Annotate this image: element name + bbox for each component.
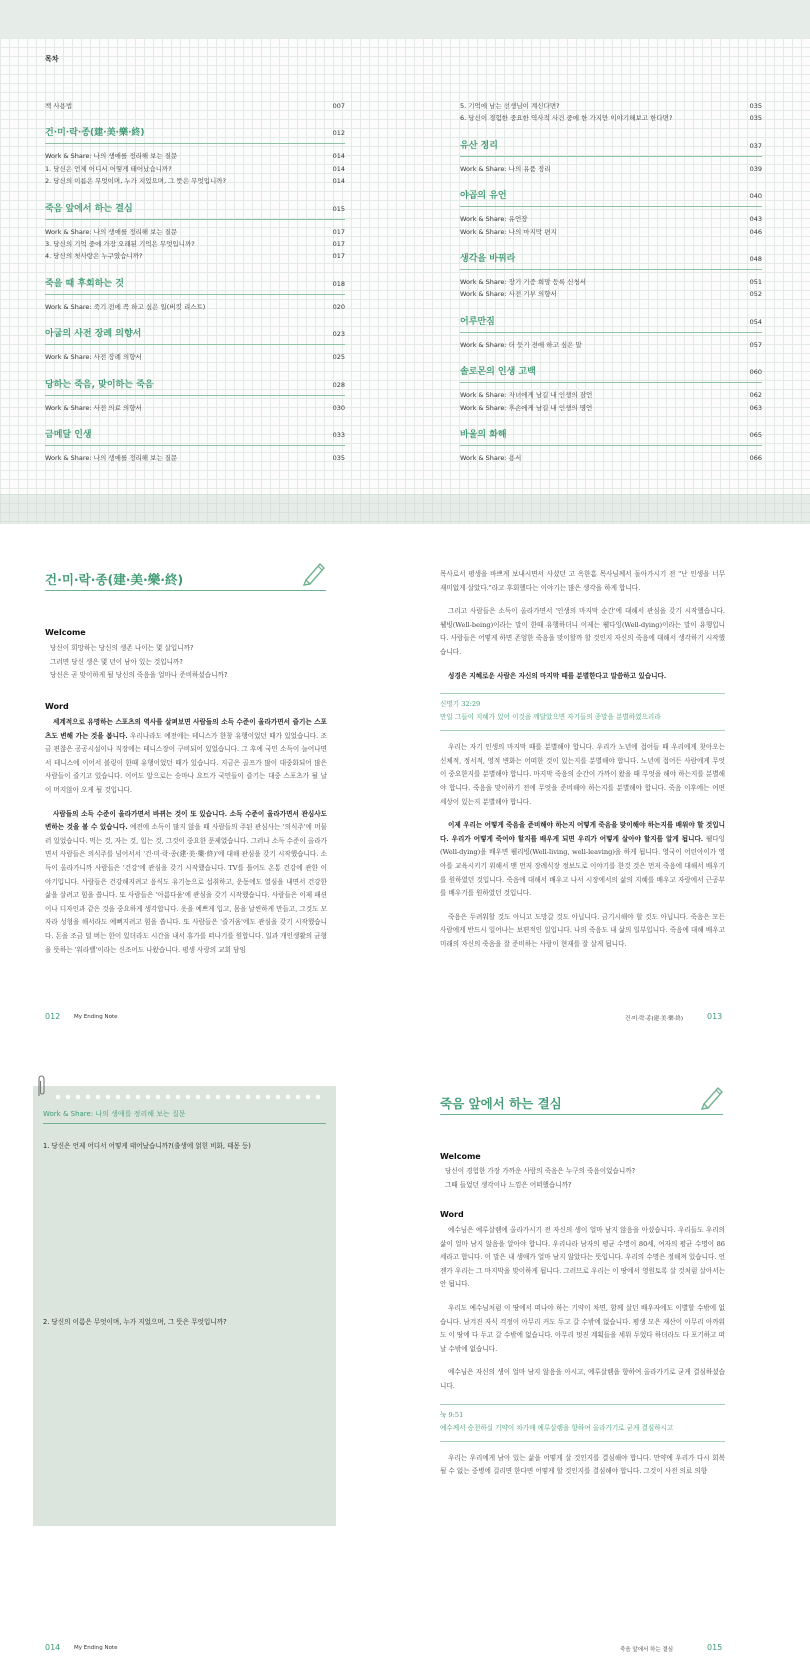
verse-box	[440, 693, 725, 731]
toc-entry-label: 4. 당신의 첫사랑은 누구였습니까?	[45, 252, 143, 261]
toc-entry-label: Work & Share: 유언장	[460, 215, 528, 224]
paragraph: 우리는 자기 인생의 마지막 때를 분별해야 합니다. 우리가 노년에 접어들 때 우리에게 찾아오는 신체적, 정서적, 영적 변화는 어떠한 것이 있는지를 분별해야 합니다. 노년에 접어든 사람에게 무엇이 중요한지를 분별해야 합니다. 마지막 죽음의 순간이 가까이 왔을 때 무엇을 해야 하는지를 분별해야 합니다. 죽음을 맞이하기 전에 무엇을 준비해야 하는지를 분별해야 합니다. 죽음 이후에는 어떤 세상이 있는지 분별해야 합니다.	[440, 743, 725, 806]
toc-page-number: 043	[749, 215, 762, 224]
toc-entry	[45, 150, 345, 162]
question: 당신은 곧 맞이하게 될 당신의 죽음을 얼마나 준비하셨습니까?	[50, 671, 228, 679]
toc-section-title	[460, 189, 762, 207]
paragraph: 이제 우리는 어떻게 죽음을 준비해야 하는지 어떻게 죽음을 맞이해야 하는지를 배워야 할 것입니다. 우리가 어떻게 죽어야 할지를 배우게 되면 우리가 어떻게 살아야 할지를 알게 됩니다. 웰다잉(Well-dying)을 배우면 웰리빙(Well-living, well-leaving)을 하게 됩니다. 영국이 어린아이가 영아를 교육시키기 위해서 맨 먼저 장례식장 정보도로 이야기를 한것 것은 먼저 죽음에 대해서 배우기를 원하였던 것입니다. 죽음에 대해서 배우고 나서 시장에서의 삶의 지혜를 배우고 자랑에서 근공부를 배우기를 원하였던 것입니다.	[440, 821, 725, 898]
toc-page-number: 063	[749, 403, 762, 412]
toc-page-number: 054	[749, 317, 762, 326]
paragraph: 그리고 사람들은 소득이 올라가면서 '인생의 마지막 순간'에 대해서 관심을 갖기 시작했습니다. 웰빙(Well-being)이라는 말이 한때 유행하더니 이제는 웰다잉(Well-dying)이라는 말이 유행입니다. 사람들은 어떻게 하면 존엄한 죽음을 맞이할까 할 것인지 자신의 죽음에 대해서 생각하기 시작했습니다.	[440, 607, 725, 656]
toc-section-title	[460, 428, 762, 446]
toc-entry	[460, 402, 762, 414]
verse-box	[440, 1404, 725, 1442]
verse-text: 예수께서 승천하실 기약이 차가매 예루살렘을 향하여 올라가기로 굳게 결심하시고	[440, 1422, 725, 1442]
question: 그러면 당신 생은 몇 년이 남아 있는 것입니까?	[50, 657, 183, 666]
verse-reference: 눅 9:51	[440, 1410, 464, 1419]
toc-page-number: 012	[332, 129, 345, 138]
page-title: 건·미·락·종(建·美·樂·終)	[45, 572, 184, 587]
toc-page-number: 014	[332, 177, 345, 186]
toc-page-number: 014	[332, 152, 345, 161]
toc-entry	[460, 112, 762, 124]
word-heading: Word	[45, 702, 69, 711]
work-share-box	[33, 1086, 336, 1526]
welcome-questions	[445, 1165, 725, 1192]
paragraph: 죽음은 두려워할 것도 아니고 도망갈 것도 아닙니다. 금기시해야 할 것도 아닙니다. 죽음은 모든 사람에게 반드시 일어나는 보편적인 일입니다. 나의 죽음도 내 삶의 일부입니다. 죽음에 대해 배우고 미래의 자신의 죽음을 잘 준비하는 사람이 현재를 잘 살게 됩니다.	[440, 912, 725, 948]
toc-entry-label: Work & Share: 용서	[460, 453, 522, 462]
toc-entry-label: Work & Share: 장기 기증 희망 등록 신청서	[460, 277, 587, 286]
toc-page-number: 060	[749, 368, 762, 377]
toc-page-number: 039	[749, 164, 762, 173]
toc-section-title	[45, 126, 345, 144]
page-number: 013	[707, 1012, 723, 1021]
page-number: 015	[707, 1643, 723, 1652]
top-band	[0, 0, 810, 38]
toc-section-title	[45, 428, 345, 446]
toc-page-number: 028	[332, 380, 345, 389]
toc-entry	[460, 452, 762, 464]
toc-page-number: 030	[332, 403, 345, 412]
toc-entry-label: Work & Share: 자녀에게 남길 내 인생의 잠언	[460, 391, 593, 400]
toc-entry-label: Work & Share: 나의 유품 정리	[460, 164, 551, 173]
bottom-band	[0, 494, 810, 524]
welcome-heading: Welcome	[45, 628, 86, 637]
toc-page-number: 017	[332, 252, 345, 261]
toc-page-number: 046	[749, 227, 762, 236]
folio-label: My Ending Note	[74, 1014, 118, 1020]
toc-page-number: 062	[749, 391, 762, 400]
toc-entry-label: 죽을 때 후회하는 것	[45, 278, 124, 289]
toc-page-number: 018	[332, 279, 345, 288]
toc-heading: 목차	[45, 55, 59, 63]
toc-page-number: 048	[749, 254, 762, 263]
toc-page-number: 020	[332, 302, 345, 311]
toc-page-number: 065	[749, 430, 762, 439]
toc-left-column	[45, 100, 345, 464]
toc-entry	[460, 276, 762, 288]
toc-entry	[45, 250, 345, 262]
toc-entry-label: 솔로몬의 인생 고백	[460, 367, 536, 378]
toc-entry-label: 당하는 죽음, 맞이하는 죽음	[45, 379, 154, 390]
body-text	[440, 1224, 725, 1479]
paragraph: 우리는 우리에게 남아 있는 삶을 어떻게 살 것인지를 결심해야 합니다. 만약에 우리가 다시 회복될 수 없는 중병에 걸리면 한다면 어떻게 할 것인지를 결심해야 합니다. 그것이 사전 의료 의향	[440, 1453, 725, 1476]
toc-entry	[460, 213, 762, 225]
page-number: 012	[45, 1012, 61, 1021]
toc-entry-label: 책 사용법	[45, 102, 73, 110]
toc-page-number: 007	[332, 102, 345, 110]
pen-icon	[300, 558, 328, 586]
toc-section-title	[45, 378, 345, 396]
toc-page-number: 017	[332, 227, 345, 236]
welcome-heading: Welcome	[440, 1152, 481, 1161]
question: 당신이 희망하는 당신의 생존 나이는 몇 살입니까?	[50, 644, 194, 652]
toc-page-number: 035	[749, 102, 762, 110]
toc-entry-label: Work & Share: 나의 생애를 정리해 보는 질문	[45, 453, 178, 462]
toc-entry-label: 아굽의 사전 장례 의향서	[45, 329, 142, 340]
title-rule	[45, 590, 326, 591]
toc-page-number: 015	[332, 204, 345, 213]
toc-entry-label: 건·미·락·종(建·美·樂·終)	[45, 128, 145, 139]
toc-right-column	[460, 100, 762, 464]
paragraph: 우리도 예수님처럼 이 땅에서 떠나야 하는 기약이 차면, 함께 살던 배우자에도 이별할 수밖에 없습니다. 남겨진 자식 걱정이 아무리 커도 두고 갈 수밖에 없습니다. 평생 모은 재산이 아무리 아까워도 이 땅에 다 두고 갈 수밖에 없습니다. 아무리 멋진 계획들을 세워 두었다 하더라도 다 포기하고 떠날 수밖에 없습니다.	[440, 1303, 725, 1353]
toc-entry	[460, 389, 762, 401]
question-2: 2. 당신의 이름은 무엇이며, 누가 지었으며, 그 뜻은 무엇입니까?	[43, 1318, 227, 1326]
toc-page-number: 023	[332, 330, 345, 339]
toc-entry-label: 금메달 인생	[45, 429, 92, 440]
toc-page-number: 066	[749, 453, 762, 462]
toc-entry-label: Work & Share: 나의 생애를 정리해 보는 질문	[45, 152, 178, 161]
toc-entry	[45, 351, 345, 363]
toc-entry-label: Work & Share: 죽기 전에 꼭 하고 싶은 일(버킷 리스트)	[45, 302, 206, 311]
verse-reference: 신명기 32:29	[440, 700, 481, 709]
question: 당신이 경험한 가장 가까운 사람의 죽음은 누구의 죽음이었습니까?	[445, 1167, 636, 1175]
toc-entry-label: 죽음 앞에서 하는 결심	[45, 203, 133, 214]
title-rule	[440, 1114, 723, 1115]
toc-section-title	[460, 315, 762, 333]
toc-entry	[45, 402, 345, 414]
welcome-questions	[50, 642, 330, 683]
toc-page-number: 033	[332, 430, 345, 439]
toc-entry-label: Work & Share: 사전 기부 의향서	[460, 290, 557, 299]
verse-text: 만일 그들이 지혜가 있어 이것을 깨달았으면 자기들의 종말을 분별하였으리라	[440, 711, 725, 731]
box-title-rule	[43, 1123, 326, 1124]
toc-entry	[45, 301, 345, 313]
toc-page-number: 035	[332, 453, 345, 462]
toc-section-title	[45, 327, 345, 345]
toc-entry-label: 5. 기억에 남는 선생님이 계신다면?	[460, 102, 560, 110]
toc-entry	[460, 288, 762, 300]
toc-page-number: 037	[749, 141, 762, 150]
toc-section-title	[460, 139, 762, 157]
page-013	[405, 524, 810, 1054]
toc-section-title	[460, 365, 762, 383]
toc-entry	[460, 100, 762, 112]
binder-holes	[53, 1094, 326, 1100]
paragraph: 세계적으로 유명하는 스포츠의 역사를 살펴보면 사람들의 소득 수준이 올라가면서 즐기는 스포츠도 변해 가는 것을 봅니다. 우리나라도 예전에는 테니스가 한창 유행이었던 때가 있었습니다. 조금 편찮은 공공시설이나 직장에는 테니스장이 구비되어 있었습니다. 그 후에 국민 소득이 늘어나면서 테니스에 이어서 볼링이 한때 유행이었던 때가 있습니다. 지금은 골프가 많이 대중화되어 많은 사람들이 즐기고 있습니다. 이어도 앞으로는 승마나 요트가 국민들이 즐기는 대중 스포츠가 될 날이 머지않아 오게 될 것입니다.	[45, 718, 327, 794]
toc-entry-label: Work & Share: 더 듯기 전에 하고 싶은 말	[460, 340, 582, 349]
toc-page-number: 017	[332, 239, 345, 248]
question: 그때 들었던 생각이나 느낌은 어떠했습니까?	[445, 1180, 572, 1189]
toc-entry	[45, 226, 345, 238]
toc-entry	[460, 226, 762, 238]
body-text	[45, 716, 327, 957]
paragraph: 목사로서 평생을 바쁘게 보내시면서 사셨던 고 옥한흠 목사님께서 돌아가시기 전 "난 인생을 너무 재미없게 살았다."라고 후회했다는 이야기는 많은 생각을 하게 합니다.	[440, 570, 725, 592]
folio-label: My Ending Note	[74, 1645, 118, 1651]
page-015	[405, 1054, 810, 1662]
box-title: Work & Share: 나의 생애를 정리해 보는 질문	[43, 1110, 186, 1118]
toc-entry-label: 야곱의 유언	[460, 191, 507, 202]
paper-clip-icon	[36, 1074, 46, 1098]
paragraph: 예수님은 자신의 생이 얼마 남지 않음을 아시고, 예루살렘을 향하여 올라가기로 굳게 결심하셨습니다.	[440, 1368, 725, 1390]
toc-section-title	[45, 202, 345, 220]
folio-label: 죽음 앞에서 하는 결심	[620, 1647, 674, 1653]
toc-entry-label: Work & Share: 나의 생애를 정리해 보는 질문	[45, 227, 178, 236]
toc-entry	[45, 175, 345, 187]
toc-page-number: 025	[332, 353, 345, 362]
toc-entry	[460, 339, 762, 351]
toc-entry	[45, 238, 345, 250]
toc-entry-label: Work & Share: 사전 장례 의향서	[45, 353, 142, 362]
question-1: 1. 당신은 언제 어디서 어떻게 태어났습니까?(출생에 얽힌 비화, 태몽 등)	[43, 1142, 251, 1150]
toc-page-number: 040	[749, 192, 762, 201]
toc-entry-label: 생각을 바꿔라	[460, 253, 516, 264]
toc-entry	[45, 100, 345, 112]
toc-entry-label: 3. 당신의 기억 중에 가장 오래된 기억은 무엇입니까?	[45, 239, 195, 248]
toc-entry-label: Work & Share: 나의 마지막 편지	[460, 227, 557, 236]
paragraph: 예수님은 예루살렘에 올라가시기 전 자신의 생이 얼마 남지 않음을 아셨습니다. 우리들도 우리의 삶이 얼마 남지 않음을 알아야 합니다. 우리나라 남자의 평균 수명이 80세, 여자의 평균 수명이 86세라고 합니다. 이 말은 내 생애가 얼마 남지 않았다는 뜻입니다. 우리의 수명은 정해져 있습니다. 언젠가 우리는 그 마지막을 맞이하게 됩니다. 그러므로 우리는 이 땅에서 영원토록 살 것처럼 살아서는 안 됩니다.	[440, 1226, 725, 1289]
pen-icon	[698, 1082, 726, 1110]
toc-entry-label: 유산 정리	[460, 140, 498, 151]
toc-page-number: 014	[332, 164, 345, 173]
toc-entry-label: 바울의 화해	[460, 429, 507, 440]
toc-entry-label: Work & Share: 사전 의료 의향서	[45, 403, 142, 412]
toc-entry-label: 2. 당신의 이름은 무엇이며, 누가 지었으며, 그 뜻은 무엇입니까?	[45, 177, 227, 186]
toc-section-title	[45, 277, 345, 295]
folio-label: 건·미·락·종(建·美·樂·終)	[625, 1016, 684, 1022]
toc-page-number: 057	[749, 340, 762, 349]
toc-entry-label: 6. 당신이 경험한 중요한 역사적 사건 중에 한 가지만 이야기해보고 한다면?	[460, 114, 673, 123]
body-text	[440, 568, 725, 951]
page-number: 014	[45, 1643, 61, 1652]
toc-entry	[460, 163, 762, 175]
toc-page-number: 051	[749, 277, 762, 286]
toc-entry	[45, 163, 345, 175]
word-heading: Word	[440, 1210, 464, 1219]
paragraph: 성경은 지혜로운 사람은 자신의 마지막 때를 분별한다고 말씀하고 있습니다.	[448, 671, 667, 680]
toc-entry	[45, 452, 345, 464]
paragraph: 사람들의 소득 수준이 올라가면서 바뀌는 것이 또 있습니다. 소득 수준이 올라가면서 관심사도 변하는 것을 볼 수 있습니다. 예전에 소득이 많지 않을 때 사람들의 주된 관심사는 '의식주'에 머물러 있었습니다. 먹는 것, 자는 것, 입는 것, 그것이 중요한 문제였습니다. 그러나 소득 수준이 올라가면서 사람들은 의식주를 넘어서서 '건·미·락·종(建·美·樂·終)'에 대해 관심을 갖기 시작했습니다. 소득이 올라가니까 사람들은 '건강'에 관심을 갖기 시작했습니다. TV를 틀어도 온통 건강에 관한 이야기입니다. 사람들은 건강해지려고 음식도 유기농으로 섭취하고, 운동에도 열심을 내면서 건강한 삶을 살려고 힘을 씁니다. 또 사람들은 '아름다움'에 관심을 갖기 시작했습니다. 사람들은 이제 패션이나 디자인과 같은 것을 중요하게 생각합니다. 옷을 예쁘게 입고, 몸을 날씬하게 만들고, 그것도 모자라 성형을 해서라도 예뻐지려고 힘을 씁니다. 또 사람들은 '즐거움'에도 관심을 갖기 시작했습니다. 돈을 조금 덜 버는 한이 있더라도 시간을 내서 휴가를 떠나기를 원합니다. 일과 개인생활의 균형을 뜻하는 '워라밸'이라는 신조어도 나왔습니다. 평생 사랑의 교회 담임	[45, 809, 327, 954]
toc-section-title	[460, 252, 762, 270]
page-012	[0, 524, 405, 1054]
toc-entry-label: 어루만짐	[460, 316, 495, 327]
toc-entry-label: 1. 당신은 언제 어디서 어떻게 태어났습니까?	[45, 164, 172, 173]
page-title: 죽음 앞에서 하는 결심	[440, 1096, 562, 1111]
toc-entry-label: Work & Share: 후손에게 남길 내 인생의 명언	[460, 403, 593, 412]
toc-page-number: 052	[749, 290, 762, 299]
toc-page-number: 035	[749, 114, 762, 123]
